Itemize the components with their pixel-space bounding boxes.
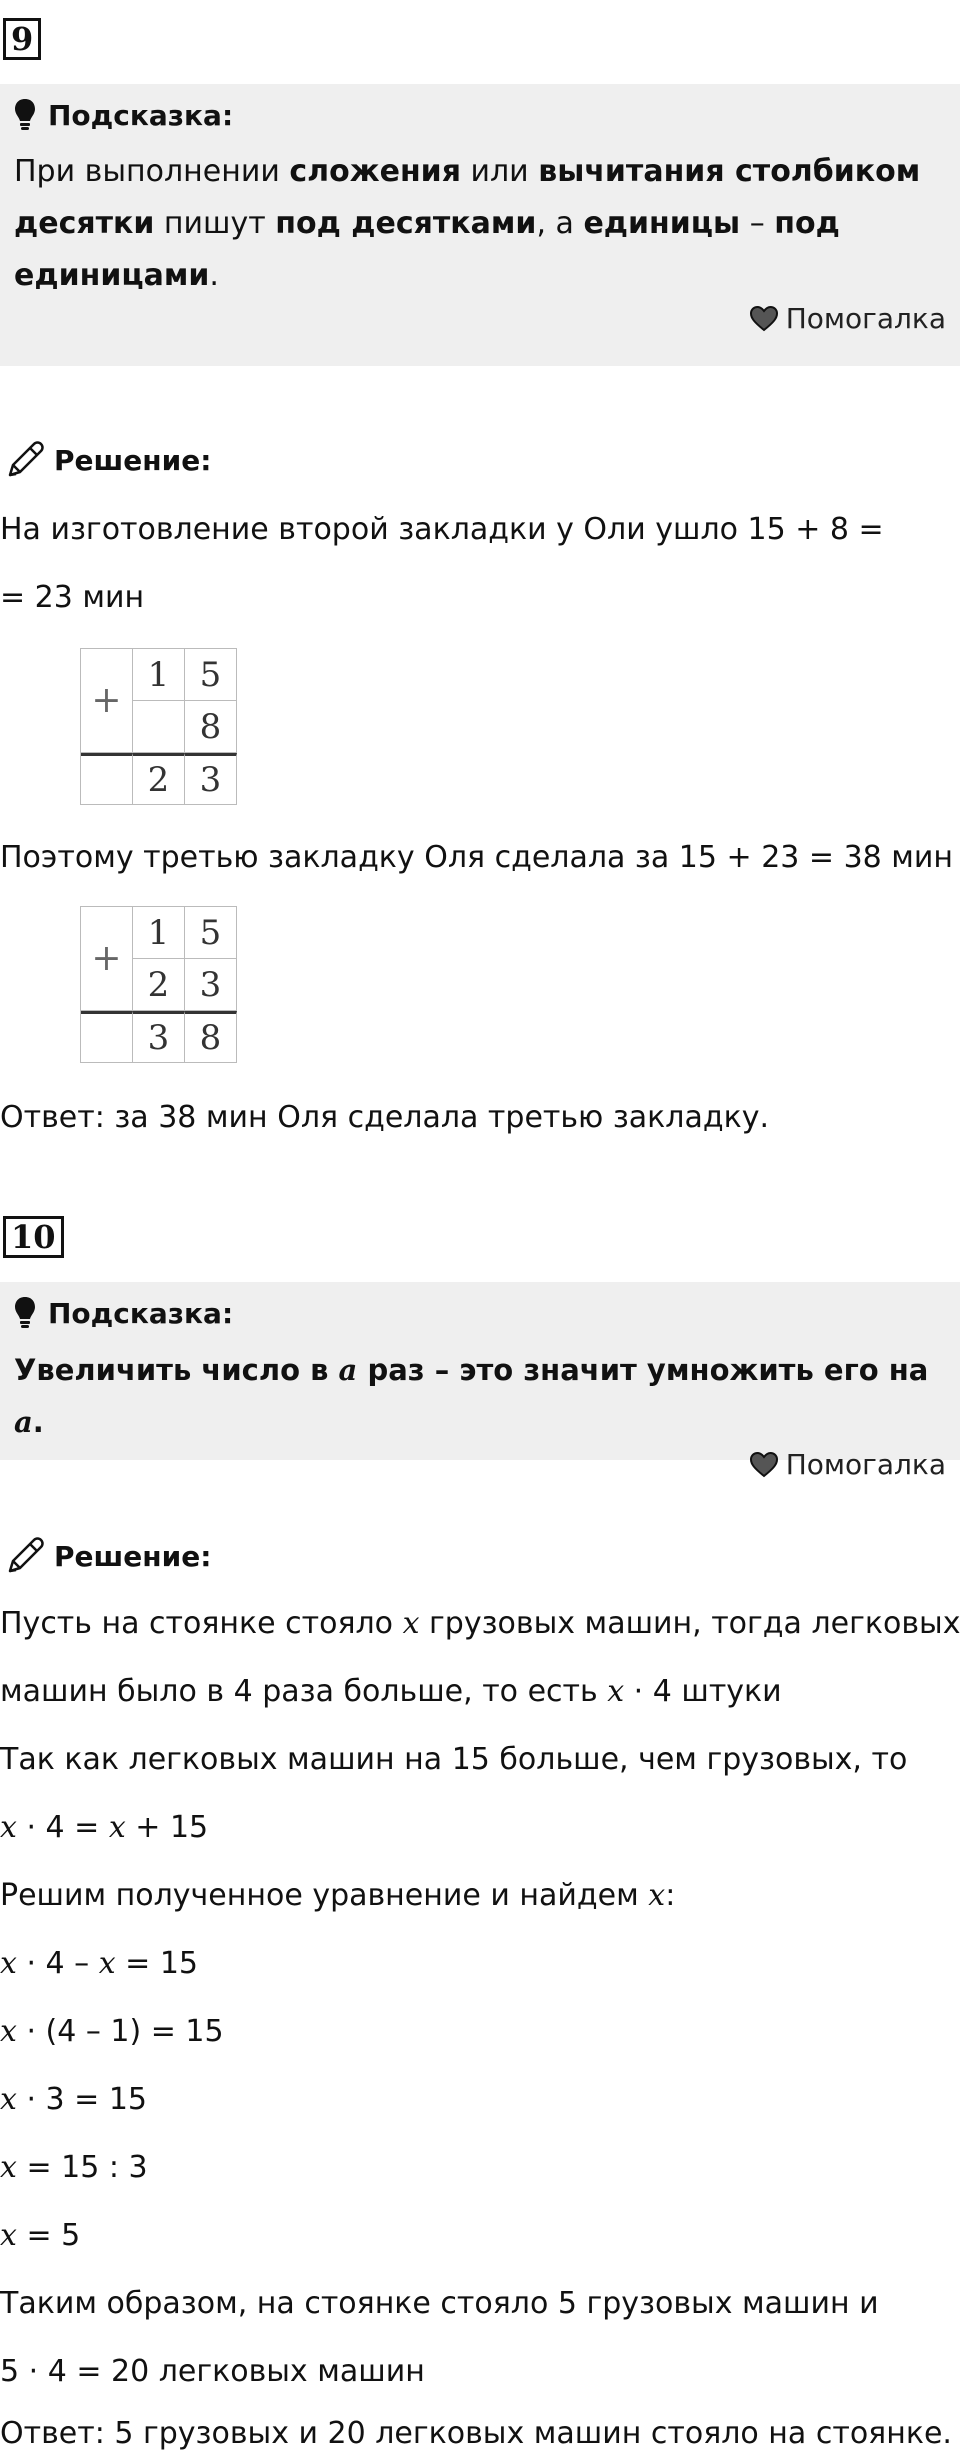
helper-link[interactable]: Помогалка bbox=[14, 1448, 946, 1481]
digit-cell: 1 bbox=[133, 907, 185, 959]
lightbulb-icon bbox=[14, 1296, 36, 1330]
equation-line: x · (4 – 1) = 15 bbox=[0, 2014, 224, 2049]
solution-line: На изготовление второй закладки у Оли ушло 15 + 8 = bbox=[0, 512, 884, 547]
solution-line: Таким образом, на стоянке стояло 5 грузовых машин и bbox=[0, 2286, 879, 2321]
digit-cell: 5 bbox=[185, 649, 237, 701]
column-addition-1 bbox=[80, 648, 237, 805]
heart-icon bbox=[750, 1452, 778, 1478]
solution-line: 5 · 4 = 20 легковых машин bbox=[0, 2354, 425, 2389]
column-addition-2 bbox=[80, 906, 237, 1063]
equation-line: x · 3 = 15 bbox=[0, 2082, 147, 2117]
helper-link[interactable]: Помогалка bbox=[14, 302, 946, 335]
solution-line: Поэтому третью закладку Оля сделала за 15 + 23 = 38 мин bbox=[0, 840, 954, 875]
hint-text-9: При выполнении сложения или вычитания столбиком десятки пишут под десятками, а единицы – под единицами. bbox=[14, 154, 921, 293]
solution-title-9: Решение: bbox=[4, 438, 211, 482]
digit-cell: 2 bbox=[133, 959, 185, 1011]
hint-title: Подсказка: bbox=[14, 98, 946, 132]
solution-line: Так как легковых машин на 15 больше, чем грузовых, то bbox=[0, 1742, 908, 1777]
equation-line: x = 5 bbox=[0, 2218, 81, 2253]
digit-cell: 1 bbox=[133, 649, 185, 701]
digit-cell: 3 bbox=[185, 753, 237, 805]
task-number-9: 9 bbox=[3, 18, 41, 60]
answer-line: Ответ: 5 грузовых и 20 легковых машин стояло на стоянке. bbox=[0, 2416, 952, 2451]
equation-line: x · 4 – x = 15 bbox=[0, 1946, 199, 1981]
solution-line: Решим полученное уравнение и найдем x: bbox=[0, 1878, 676, 1913]
pencil-icon bbox=[4, 439, 46, 481]
answer-line: Ответ: за 38 мин Оля сделала третью закладку. bbox=[0, 1100, 770, 1135]
digit-cell bbox=[81, 753, 133, 805]
solution-line: = 23 мин bbox=[0, 580, 145, 615]
digit-cell: 3 bbox=[185, 959, 237, 1011]
task-number-10: 10 bbox=[3, 1216, 64, 1258]
digit-cell: 2 bbox=[133, 753, 185, 805]
hint-box-10 bbox=[0, 1282, 960, 1481]
plus-sign: + bbox=[81, 649, 133, 753]
hint-box-9 bbox=[0, 84, 960, 366]
digit-cell: 8 bbox=[185, 1011, 237, 1063]
equation-line: x · 4 = x + 15 bbox=[0, 1810, 209, 1845]
solution-line: машин было в 4 раза больше, то есть x · 4 штуки bbox=[0, 1674, 782, 1709]
solution-title-10: Решение: bbox=[4, 1534, 211, 1578]
plus-sign: + bbox=[81, 907, 133, 1011]
hint-text-10: Увеличить число в a раз – это значит умножить его на a. bbox=[14, 1353, 929, 1439]
lightbulb-icon bbox=[14, 98, 36, 132]
hint-title: Подсказка: bbox=[14, 1296, 946, 1330]
digit-cell: 8 bbox=[185, 701, 237, 753]
equation-line: x = 15 : 3 bbox=[0, 2150, 148, 2185]
pencil-icon bbox=[4, 1535, 46, 1577]
solution-line: Пусть на стоянке стояло x грузовых машин, тогда легковых bbox=[0, 1606, 960, 1641]
digit-cell bbox=[81, 1011, 133, 1063]
digit-cell: 3 bbox=[133, 1011, 185, 1063]
heart-icon bbox=[750, 306, 778, 332]
digit-cell bbox=[133, 701, 185, 753]
digit-cell: 5 bbox=[185, 907, 237, 959]
